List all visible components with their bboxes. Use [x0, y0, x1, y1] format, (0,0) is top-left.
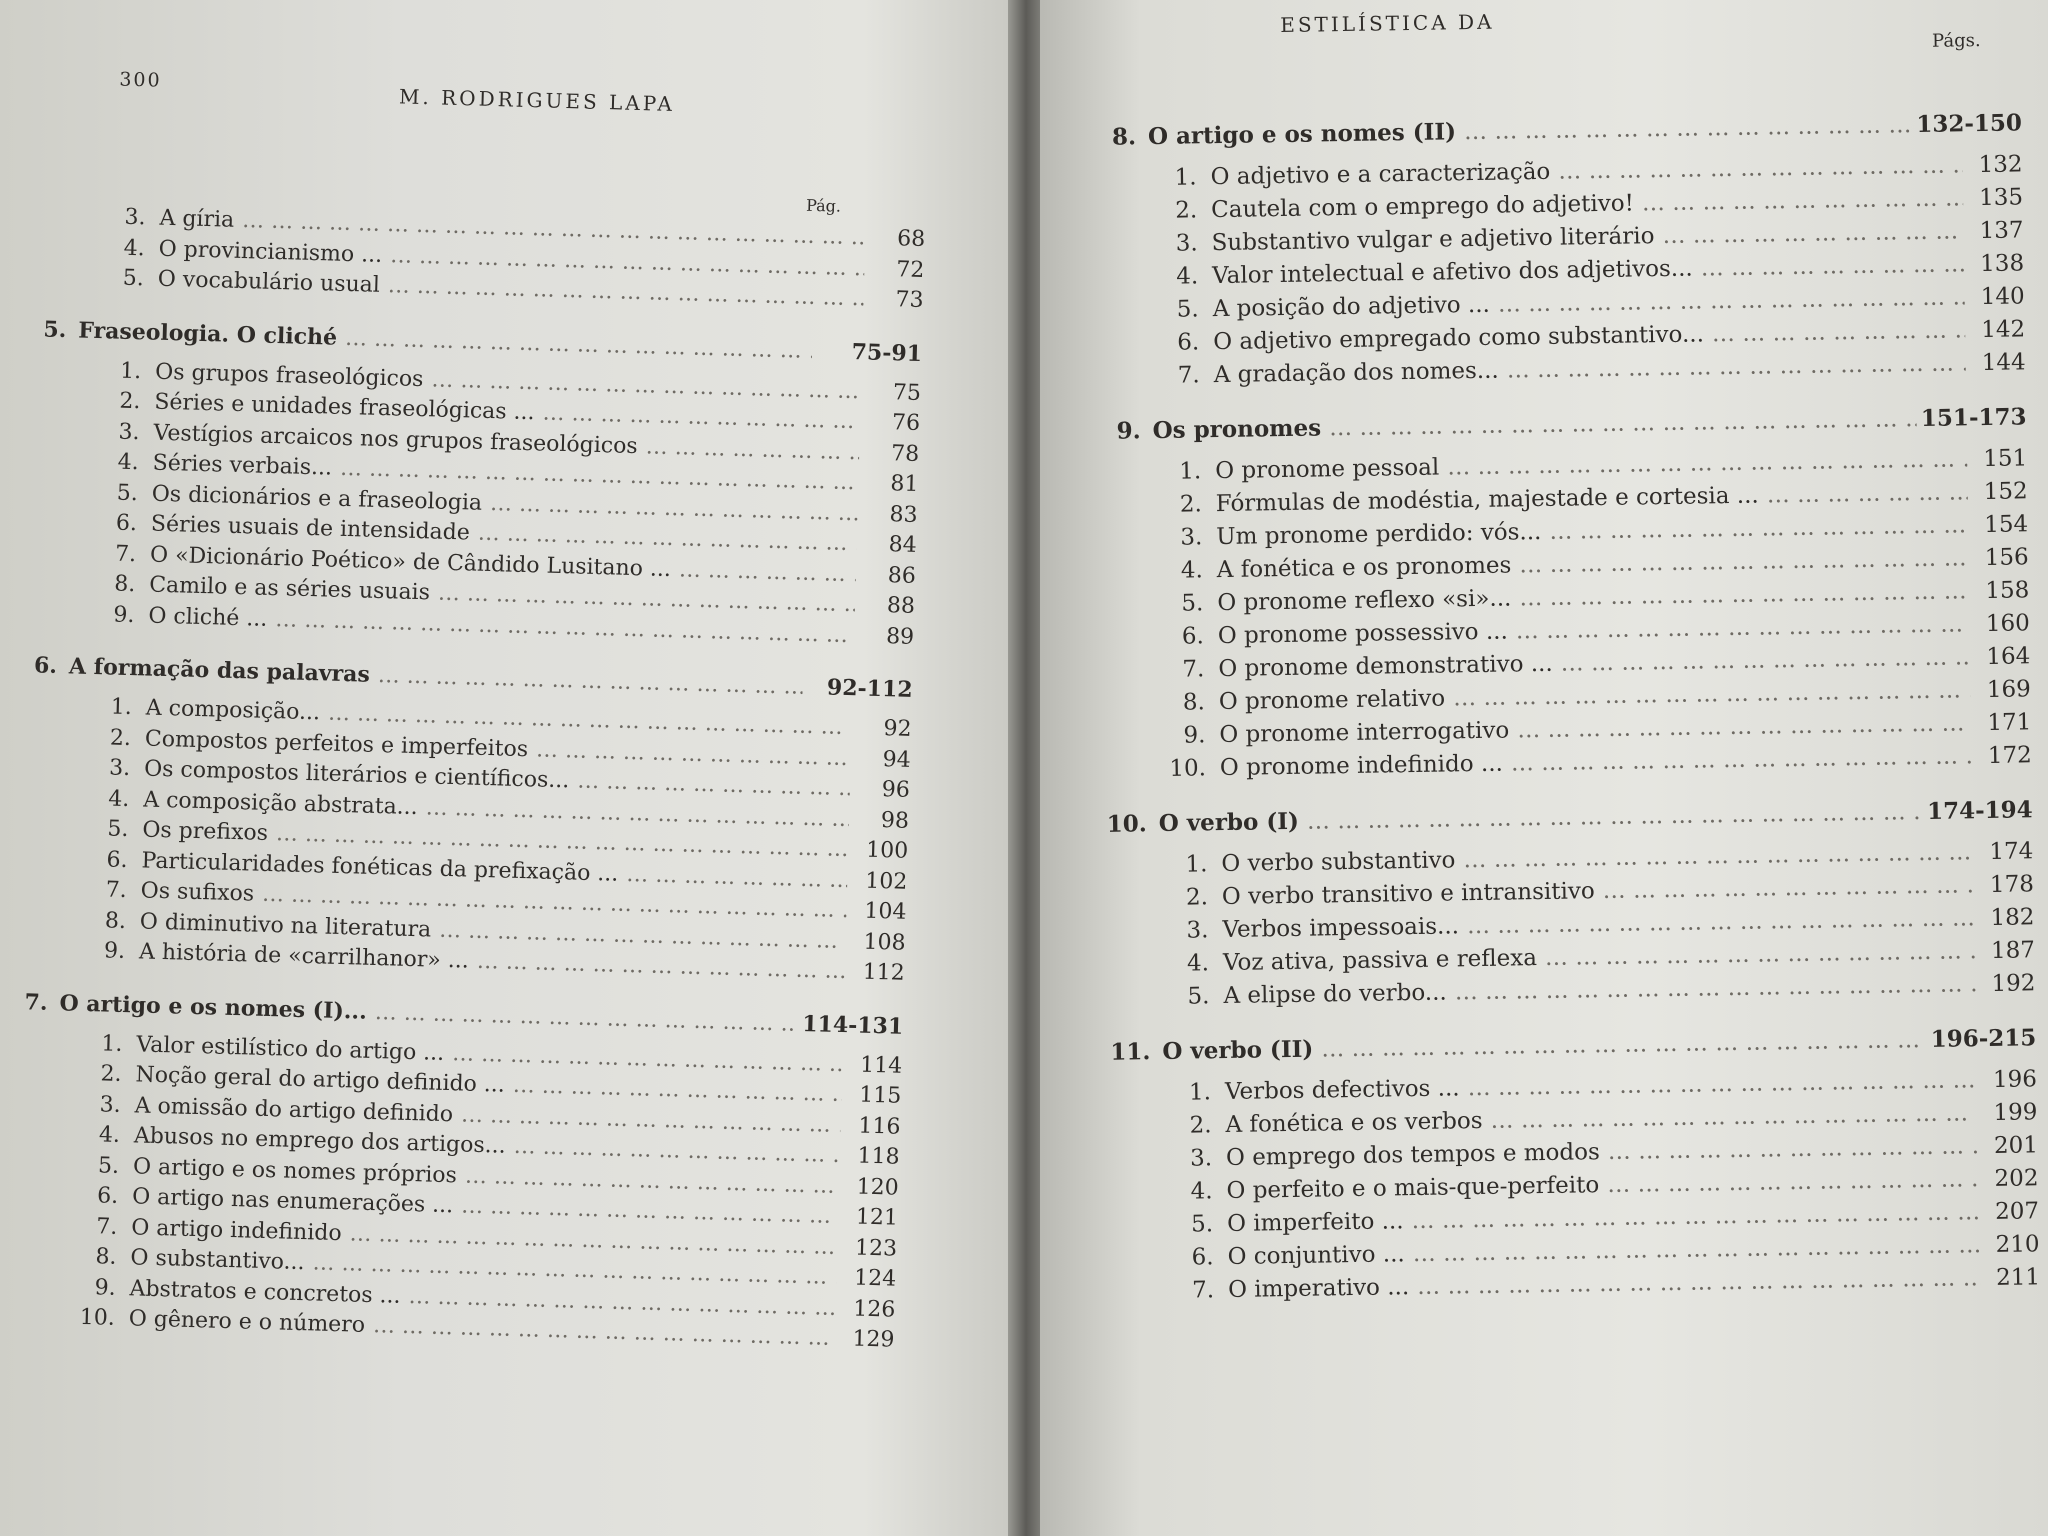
leader-dots [337, 325, 813, 363]
entry-page: 123 [854, 1235, 898, 1262]
entry-page: 211 [1995, 1264, 2041, 1291]
entry-title: O pronome possessivo ... [1217, 618, 1508, 650]
leader-dots [1704, 314, 1966, 351]
entry-number: 9. [103, 938, 126, 964]
entry-number: 7. [1191, 1277, 1215, 1304]
entry-title: Vestígios arcaicos nos grupos fraseológicos [153, 420, 639, 459]
leader-dots [1313, 1027, 1926, 1063]
entry-title: O artigo e os nomes próprios [132, 1153, 458, 1188]
entry-page: 129 [852, 1326, 895, 1353]
entry-page: 78 [890, 440, 920, 467]
entry-number: 4. [98, 1122, 121, 1148]
entry-number: 2. [1179, 491, 1202, 518]
entry-number: 9. [113, 602, 135, 628]
leader-dots [1499, 347, 1966, 387]
entry-page: 135 [1978, 184, 2024, 212]
entry-page: 104 [864, 898, 907, 925]
entry-number: 7. [95, 1213, 118, 1240]
entry-number: 2. [1189, 1112, 1212, 1139]
entry-number: 1. [1185, 851, 1208, 878]
entry-title: O pronome relativo [1218, 685, 1446, 716]
entry-title: O adjetivo e a caracterização [1210, 158, 1551, 191]
entry-number: 7. [105, 877, 128, 904]
entry-title: Noção geral do artigo definido ... [135, 1062, 506, 1098]
leader-dots [1299, 799, 1923, 835]
entry-title: Os dicionários e a fraseologia [151, 481, 483, 516]
entry-title: O pronome interrogativo [1219, 717, 1510, 749]
entry-page: 76 [891, 410, 921, 436]
entry-title: Valor estilístico do artigo ... [136, 1031, 445, 1066]
entry-page: 164 [1986, 643, 2031, 670]
entry-title: Fórmulas de modéstia, majestade e cortesia ... [1215, 482, 1759, 518]
entry-number: 5. [1190, 1211, 1214, 1238]
chapter-heading [1096, 403, 2026, 445]
entry-page: 114 [859, 1052, 903, 1079]
entry-title: O verbo transitivo e intransitivo [1221, 878, 1595, 911]
entry-number: 4. [123, 235, 146, 261]
entry-number: 6. [106, 846, 128, 873]
entry-number: 2. [109, 725, 132, 751]
entry-page: 88 [886, 593, 916, 619]
chapter-heading [1103, 796, 2033, 838]
entry-number: 8. [113, 571, 136, 598]
entry-page: 115 [858, 1082, 902, 1109]
running-title: ESTILÍSTICA DA [1280, 9, 1495, 38]
entry-page: 152 [1983, 478, 2028, 506]
entry-title: Abstratos e concretos ... [129, 1275, 401, 1309]
chapter-title: O artigo e os nomes (II) [1147, 118, 1457, 151]
entry-number: 4. [1190, 1178, 1213, 1205]
entry-title: Camilo e as séries usuais [148, 572, 431, 606]
entry-title: Abusos no emprego dos artigos... [133, 1123, 507, 1159]
chapter-number: 9. [1116, 417, 1141, 445]
entry-number: 1. [1188, 1079, 1212, 1106]
entry-number: 2. [1175, 197, 1198, 224]
entry-page: 98 [880, 807, 910, 834]
entry-number: 4. [1180, 557, 1204, 584]
entry-number: 5. [1181, 590, 1204, 617]
leader-dots [1654, 215, 1964, 253]
entry-page: 138 [1979, 250, 2025, 278]
entry-page: 120 [856, 1174, 900, 1201]
chapter-number: 11. [1110, 1038, 1151, 1066]
entry-title: Particularidades fonéticas da prefixação ... [141, 847, 619, 887]
entry-page: 207 [1994, 1198, 2040, 1225]
entry-page: 151 [1983, 445, 2028, 473]
entry-number: 5. [116, 480, 139, 506]
entry-number: 5. [1176, 296, 1199, 323]
entry-number: 1. [110, 694, 133, 721]
entry-number: 4. [117, 449, 140, 476]
entry-title: O pronome reflexo «si»... [1217, 585, 1512, 617]
entry-number: 4. [107, 785, 130, 812]
continued-entries [23, 200, 925, 317]
toc-chapter [5, 652, 913, 990]
toc-chapter [0, 988, 904, 1356]
entry-number: 5. [122, 265, 145, 292]
entry-page: 156 [1984, 544, 2029, 572]
entry-number: 3. [1175, 230, 1198, 257]
entry-number: 6. [1181, 623, 1205, 650]
entry-title: A posição do adjetivo ... [1212, 291, 1491, 323]
entry-title: A fonética e os pronomes [1216, 552, 1512, 584]
entry-title: O «Dicionário Poético» de Cândido Lusitano ... [149, 542, 672, 582]
entry-number: 3. [118, 419, 140, 445]
entry-title: O substantivo... [130, 1245, 305, 1276]
toc-chapter [1092, 109, 2026, 394]
entry-title: O emprego dos tempos e modos [1225, 1139, 1601, 1172]
entry-title: Os sufixos [140, 878, 255, 907]
chapter-number: 7. [24, 988, 48, 1016]
entry-title: O adjetivo empregado como substantivo... [1213, 321, 1705, 356]
entry-page: 158 [1985, 577, 2030, 605]
entry-page: 126 [853, 1295, 896, 1323]
entry-title: A omissão do artigo definido [134, 1092, 454, 1127]
entry-page: 169 [1986, 676, 2031, 703]
entry-title: O provincianismo ... [158, 236, 383, 268]
leader-dots [1692, 248, 1964, 285]
leader-dots [366, 999, 793, 1036]
entry-page: 75 [892, 379, 922, 406]
right-page [1040, 0, 2048, 1536]
toc-chapter [1103, 796, 2036, 1015]
leader-dots [1503, 740, 1973, 780]
entry-page: 124 [853, 1265, 897, 1292]
entry-number: 1. [119, 358, 142, 384]
entry-title: A gíria [159, 205, 235, 233]
entry-page: 96 [881, 777, 911, 803]
leader-dots [369, 663, 803, 700]
entry-number: 6. [1191, 1244, 1214, 1271]
entry-title: Os grupos fraseológicos [154, 359, 424, 392]
chapter-heading [1106, 1024, 2036, 1066]
entry-number: 1. [1179, 458, 1202, 485]
entry-title: O vocabulário usual [157, 266, 381, 298]
chapter-number: 5. [43, 315, 67, 343]
entry-page: 187 [1990, 937, 2036, 964]
entry-page: 140 [1980, 283, 2025, 311]
entry-number: 3. [1180, 524, 1203, 551]
chapter-page-range: 132-150 [1916, 109, 2023, 139]
entry-page: 202 [1994, 1165, 2039, 1192]
entry-title: Séries e unidades fraseológicas ... [154, 389, 535, 426]
entry-title: Os compostos literários e científicos... [143, 756, 570, 794]
entry-number: 7. [1182, 656, 1205, 683]
entry-title: O gênero e o número [128, 1306, 366, 1338]
entry-number: 7. [114, 541, 137, 567]
entry-title: Voz ativa, passiva e reflexa [1222, 945, 1538, 977]
entry-number: 2. [100, 1061, 122, 1087]
chapter-number: 6. [33, 652, 58, 679]
entry-number: 1. [101, 1030, 123, 1057]
entry-number: 3. [1189, 1145, 1213, 1172]
entry-title: Valor intelectual e afetivo dos adjetivos... [1211, 255, 1693, 290]
entry-page: 116 [858, 1113, 901, 1140]
entry-number: 10. [79, 1304, 116, 1331]
toc-chapter [1096, 403, 2032, 787]
chapter-heading [1092, 109, 2022, 151]
leader-dots [1456, 112, 1912, 145]
entry-title: O cliché ... [148, 603, 268, 632]
entry-title: Séries verbais... [152, 450, 333, 481]
chapter-number: 10. [1106, 810, 1148, 838]
entry-number: 10. [1169, 755, 1207, 782]
entry-number: 6. [115, 510, 138, 537]
entry-page: 121 [855, 1204, 899, 1231]
entry-page: 84 [888, 532, 918, 558]
entry-page: 92 [883, 716, 912, 742]
right-chapter-list [1092, 109, 2040, 1308]
entry-page: 118 [857, 1143, 900, 1170]
chapter-title: O verbo (II) [1162, 1035, 1314, 1065]
chapter-title: A formação das palavras [68, 653, 371, 688]
chapter-title: Os pronomes [1152, 414, 1322, 445]
entry-title: O artigo nas enumerações ... [131, 1184, 454, 1219]
entry-page: 172 [1987, 742, 2033, 769]
entry-page: 154 [1984, 511, 2029, 539]
entry-page: 94 [882, 746, 912, 773]
entry-number: 3. [99, 1091, 122, 1118]
entry-title: O diminutivo na literatura [139, 908, 432, 943]
entry-title: O pronome indefinido ... [1219, 750, 1504, 782]
entry-title: A composição abstrata... [142, 786, 419, 820]
chapter-title: O verbo (I) [1158, 807, 1300, 838]
entry-title: A gradação dos nomes... [1213, 357, 1499, 389]
entry-number: 4. [1176, 263, 1199, 290]
entry-title: Substantivo vulgar e adjetivo literário [1211, 223, 1655, 257]
entry-number: 3. [124, 204, 146, 231]
entry-page: 182 [1990, 904, 2035, 931]
entry-title: A história de «carrilhanor» ... [138, 939, 470, 974]
entry-title: O artigo indefinido [130, 1214, 342, 1246]
chapter-title: O artigo e os nomes (I)... [59, 989, 368, 1025]
entry-title: O imperativo ... [1227, 1274, 1410, 1303]
entry-number: 3. [108, 755, 131, 782]
entry-number: 9. [1183, 722, 1206, 749]
entry-page: 83 [889, 501, 918, 528]
entry-page: 89 [885, 623, 915, 650]
entry-page: 108 [863, 929, 906, 956]
entry-number: 7. [1177, 362, 1200, 389]
toc-chapter [14, 315, 922, 653]
entry-title: O imperfeito ... [1226, 1208, 1404, 1237]
entry-page: 102 [864, 868, 908, 895]
entry-page: 81 [890, 471, 919, 497]
leader-dots [1634, 182, 1964, 220]
entry-title: O perfeito e o mais-que-perfeito [1226, 1172, 1600, 1204]
entry-number: 5. [97, 1152, 120, 1179]
entry-page: 68 [896, 226, 926, 253]
entry-page: 171 [1987, 709, 2032, 736]
entry-title: A fonética e os verbos [1225, 1107, 1483, 1139]
entry-title: O pronome demonstrativo ... [1218, 650, 1553, 683]
right-running-head [1090, 0, 2021, 100]
entry-title: A elipse do verbo... [1223, 979, 1447, 1010]
entry-number: 9. [94, 1274, 116, 1301]
entry-page: 73 [895, 287, 924, 314]
entry-page: 112 [862, 959, 906, 986]
entry-title: O conjuntivo ... [1227, 1241, 1405, 1270]
entry-page: 210 [1995, 1231, 2040, 1258]
chapter-page-range: 151-173 [1920, 403, 2027, 432]
entry-page: 201 [1993, 1132, 2039, 1159]
entry-page: 174 [1989, 838, 2034, 865]
chapter-page-range: 92-112 [826, 674, 914, 703]
toc-chapter [1106, 1024, 2040, 1309]
entry-title: A composição... [145, 695, 321, 726]
entry-number: 8. [104, 907, 127, 934]
entry-page: 72 [896, 256, 925, 283]
pages-label: Págs. [1931, 30, 1981, 52]
entry-title: Séries usuais de intensidade [150, 511, 471, 546]
entry-title: Os prefixos [142, 817, 269, 846]
entry-page: 199 [1993, 1099, 2038, 1126]
chapter-page-range: 196-215 [1930, 1024, 2037, 1053]
entry-title: O verbo substantivo [1221, 847, 1456, 878]
entry-number: 5. [107, 816, 129, 843]
entry-number: 6. [96, 1183, 119, 1209]
entry-page: 137 [1979, 217, 2024, 245]
entry-page: 132 [1978, 151, 2023, 179]
entry-title: Verbos impessoais... [1222, 913, 1460, 944]
entry-title: O pronome pessoal [1215, 454, 1440, 485]
left-page-content [0, 56, 930, 1536]
chapter-title: Fraseologia. O cliché [78, 316, 338, 351]
entry-page: 144 [1981, 349, 2026, 377]
entry-number: 4. [1186, 950, 1210, 977]
entry-number: 8. [95, 1244, 117, 1270]
chapter-page-range: 114-131 [801, 1010, 904, 1040]
entry-title: Cautela com o emprego do adjetivo! [1210, 190, 1635, 224]
left-chapter-list [0, 315, 922, 1356]
entry-page: 178 [1989, 871, 2035, 898]
entry-page: 100 [865, 837, 909, 864]
entry-page: 196 [1992, 1066, 2038, 1093]
pages-label: Pág. [805, 195, 842, 216]
leader-dots [1447, 968, 1976, 1009]
page-number: 300 [119, 68, 162, 92]
entry-number: 6. [1177, 329, 1200, 356]
entry-title: Verbos defectivos ... [1224, 1075, 1460, 1106]
entry-number: 1. [1174, 164, 1197, 191]
entry-title: Compostos perfeitos e imperfeitos [144, 725, 529, 762]
chapter-page-range: 174-194 [1926, 796, 2033, 825]
entry-page: 192 [1991, 970, 2036, 997]
entry-number: 5. [1187, 983, 1210, 1010]
chapter-page-range: 75-91 [851, 338, 923, 367]
leader-dots [1321, 406, 1917, 441]
left-page [0, 0, 1016, 1536]
entry-page: 160 [1985, 610, 2030, 638]
entry-title: Um pronome perdido: vós... [1216, 518, 1542, 551]
entry-number: 2. [119, 388, 141, 415]
entry-page: 86 [887, 562, 917, 589]
entry-number: 3. [1186, 917, 1209, 944]
entry-page: 142 [1981, 316, 2026, 344]
author-name: M. RODRIGUES LAPA [398, 84, 676, 117]
leader-dots [1758, 476, 1967, 512]
chapter-number: 8. [1111, 123, 1137, 151]
right-page-content [1090, 0, 2043, 1510]
entry-number: 2. [1185, 884, 1209, 911]
entry-number: 8. [1182, 689, 1206, 716]
